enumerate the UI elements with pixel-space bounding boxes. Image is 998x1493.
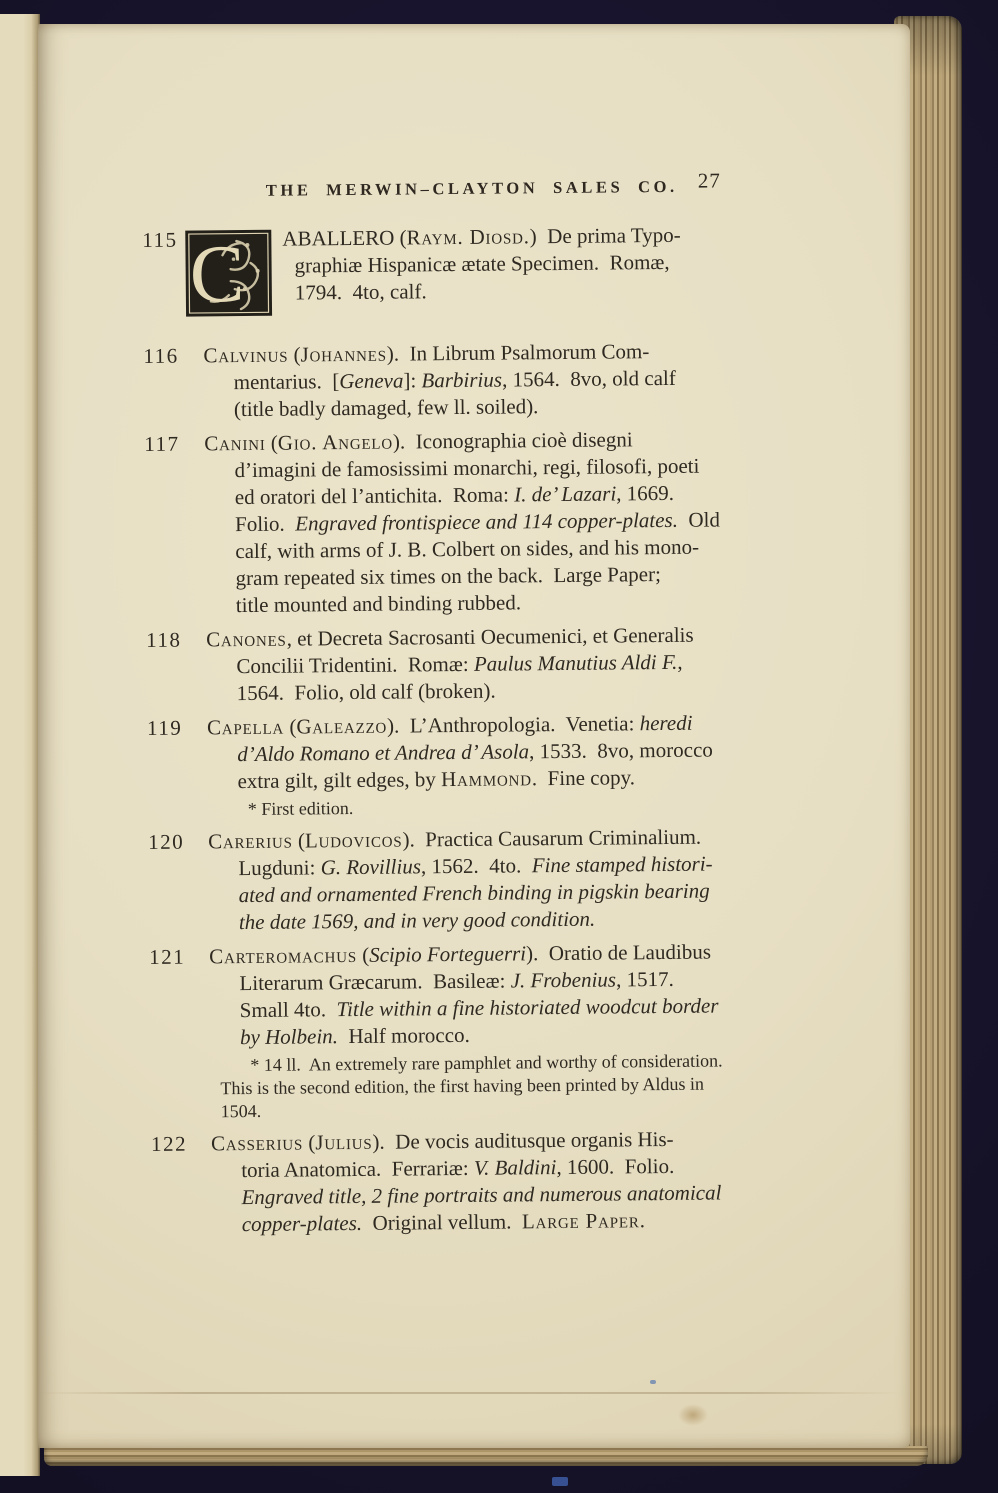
dropcap-initial: [184, 229, 273, 318]
entry-line: (title badly damaged, few ll. soiled).: [233, 394, 539, 422]
small-caps-text: Gio. Angelo: [277, 429, 394, 455]
catalog-entry: [147, 709, 808, 822]
entry-line: 116 Calvinus (Johannes). In Librum Psalmorum Com-: [143, 339, 650, 368]
catalog-entry: [146, 621, 807, 708]
italic-text: Fine stamped histori-: [531, 851, 713, 878]
italic-text: V. Baldini: [473, 1155, 557, 1180]
small-caps-text: Carteromachus: [209, 942, 358, 969]
entry-number: 118: [146, 627, 182, 652]
entry-line: Folio. Engraved frontispiece and 114 copper-plates. Old: [234, 507, 721, 537]
page-content: [140, 18, 812, 1246]
italic-text: Barbirius: [421, 367, 503, 393]
footnote-line: 1504.: [220, 1100, 262, 1122]
footnote-line: This is the second edition, the first having been printed by Aldus in: [220, 1073, 705, 1099]
catalog-entry: [148, 823, 809, 937]
entry-line: [239, 904, 809, 936]
book-bottom-edge: [44, 1446, 928, 1466]
entry-footnote: [150, 1049, 811, 1124]
entry-line: ABALLERO (Raym. Diosd.) De prima Typo-: [282, 222, 681, 251]
italic-text: ated and ornamented French binding in pigskin bearing: [238, 878, 710, 908]
entry-number: 116: [143, 343, 179, 368]
catalog-page: [38, 24, 910, 1448]
entry-line: 120 Carerius (Ludovicos). Practica Causarum Criminalium.: [148, 824, 702, 854]
entry-line: Lugduni: G. Rovillius, 1562. 4to. Fine stamped histori-: [238, 851, 713, 881]
small-caps-text: Canones: [206, 626, 287, 652]
entry-line: Literarum Græcarum. Basileæ: J. Frobenius, 1517.: [239, 966, 674, 996]
ink-speck: [650, 1380, 656, 1384]
small-caps-text: Canini: [204, 430, 266, 456]
entry-line: 122 Casserius (Julius). De vocis auditusque organis His-: [150, 1126, 674, 1156]
small-caps-text: Johannes: [300, 341, 387, 367]
catalog-entries: [142, 221, 812, 1239]
entry-line: 1564. Folio, old calf (broken).: [236, 678, 496, 706]
entry-line: 118 Canones, et Decreta Sacrosanti Oecumenici, et Generalis: [146, 622, 694, 652]
small-caps-text: Large Paper: [521, 1208, 640, 1234]
italic-text: Scipio Forteguerri: [369, 941, 527, 967]
entry-line: copper-plates. Original vellum. Large Paper.: [241, 1208, 646, 1237]
catalog-entry: [142, 221, 803, 318]
entry-line: by Holbein. Half morocco.: [239, 1022, 470, 1050]
small-caps-text: Ludovicos: [304, 827, 403, 853]
small-caps-text: Raym. Diosd.: [406, 224, 530, 250]
small-caps-text: Casserius: [210, 1130, 304, 1156]
entry-line: 117 Canini (Gio. Angelo). Iconographia cioè disegni: [144, 427, 633, 456]
entry-line: 121 Carteromachus (Scipio Forteguerri). Oratio de Laudibus: [149, 939, 712, 969]
entry-number: 121: [149, 944, 186, 969]
small-caps-text: Julius: [315, 1129, 373, 1155]
small-caps-text: Galeazzo: [296, 713, 388, 739]
italic-text: Geneva: [339, 368, 404, 394]
entry-number: 122: [150, 1131, 188, 1156]
italic-text: by Holbein.: [239, 1024, 339, 1050]
entry-line: 119 Capella (Galeazzo). L’Anthropologia. Venetia: heredi: [146, 710, 693, 740]
catalog-entry: [144, 425, 806, 620]
italic-text: the date 1569, and in very good condition.: [238, 906, 596, 935]
small-caps-text: Calvinus: [203, 342, 289, 368]
entry-number: 117: [144, 431, 180, 456]
entry-line: d’imagini de famosissimi monarchi, regi, filosofi, poeti: [234, 453, 700, 483]
svg-text:C: C: [189, 228, 245, 318]
entry-line: extra gilt, gilt edges, by Hammond. Fine copy.: [237, 765, 636, 794]
entry-line: title mounted and binding rubbed.: [235, 590, 522, 618]
footnote-line: * First edition.: [247, 797, 354, 820]
page-number: 27: [697, 168, 721, 193]
entry-line: 1794. 4to, calf.: [294, 279, 427, 305]
italic-text: G. Rovillius: [320, 854, 422, 880]
entry-line: graphiæ Hispanicæ ætate Specimen. Romæ,: [294, 249, 670, 278]
header-title: THE MERWIN–CLAYTON SALES CO.: [265, 176, 678, 200]
italic-text: Title within a fine historiated woodcut border: [336, 993, 719, 1022]
catalog-entry: [143, 337, 804, 424]
catalog-entry: [151, 1125, 812, 1239]
small-caps-text: Capella: [206, 714, 285, 740]
entry-number: 115: [142, 227, 178, 252]
running-header: [142, 168, 802, 206]
dropcap-ornament-icon: [184, 229, 273, 318]
adjacent-page-edge: [0, 14, 40, 1476]
entry-line: d’Aldo Romano et Andrea d’ Asola, 1533. 8vo, morocco: [237, 737, 713, 767]
page-crease: [38, 1392, 900, 1394]
entry-line: calf, with arms of J. B. Colbert on sides, and his mono-: [235, 534, 700, 564]
small-caps-text: Carerius: [208, 828, 293, 854]
italic-text: Paulus Manutius Aldi F.: [473, 649, 678, 676]
entry-line: Concilii Tridentini. Romæ: Paulus Manutius Aldi F.,: [236, 649, 683, 679]
entry-text: [282, 222, 681, 317]
italic-text: d’Aldo Romano et Andrea d’ Asola: [237, 739, 530, 767]
entry-footnote: [148, 793, 808, 822]
blue-mark: [552, 1477, 568, 1486]
entry-line: toria Anatomica. Ferrariæ: V. Baldini, 1600. Folio.: [241, 1153, 675, 1183]
entry-number: 120: [148, 829, 185, 854]
entry-line: Small 4to. Title within a fine historiated woodcut border: [239, 993, 719, 1023]
italic-text: heredi: [639, 710, 693, 736]
entry-line: gram repeated six times on the back. Large Paper;: [235, 562, 661, 591]
italic-text: Engraved title, 2 fine portraits and numerous anatomical: [241, 1180, 722, 1210]
entry-number: 119: [146, 715, 183, 740]
italic-text: copper-plates.: [241, 1210, 363, 1237]
italic-text: I. de’ Lazari: [514, 481, 617, 507]
italic-text: J. Frobenius: [510, 967, 617, 993]
footnote-line: * 14 ll. An extremely rare pamphlet and worthy of consideration.: [250, 1050, 723, 1075]
italic-text: Engraved frontispiece and 114 copper-plates.: [295, 507, 679, 536]
small-caps-text: Hammond: [440, 766, 532, 792]
paper-stain: [678, 1404, 708, 1426]
entry-line: ed oratori del l’antichita. Roma: I. de’ Lazari, 1669.: [234, 480, 675, 510]
catalog-entry: [149, 938, 811, 1124]
entry-line: mentarius. [Geneva]: Barbirius, 1564. 8vo, old calf: [233, 365, 676, 395]
